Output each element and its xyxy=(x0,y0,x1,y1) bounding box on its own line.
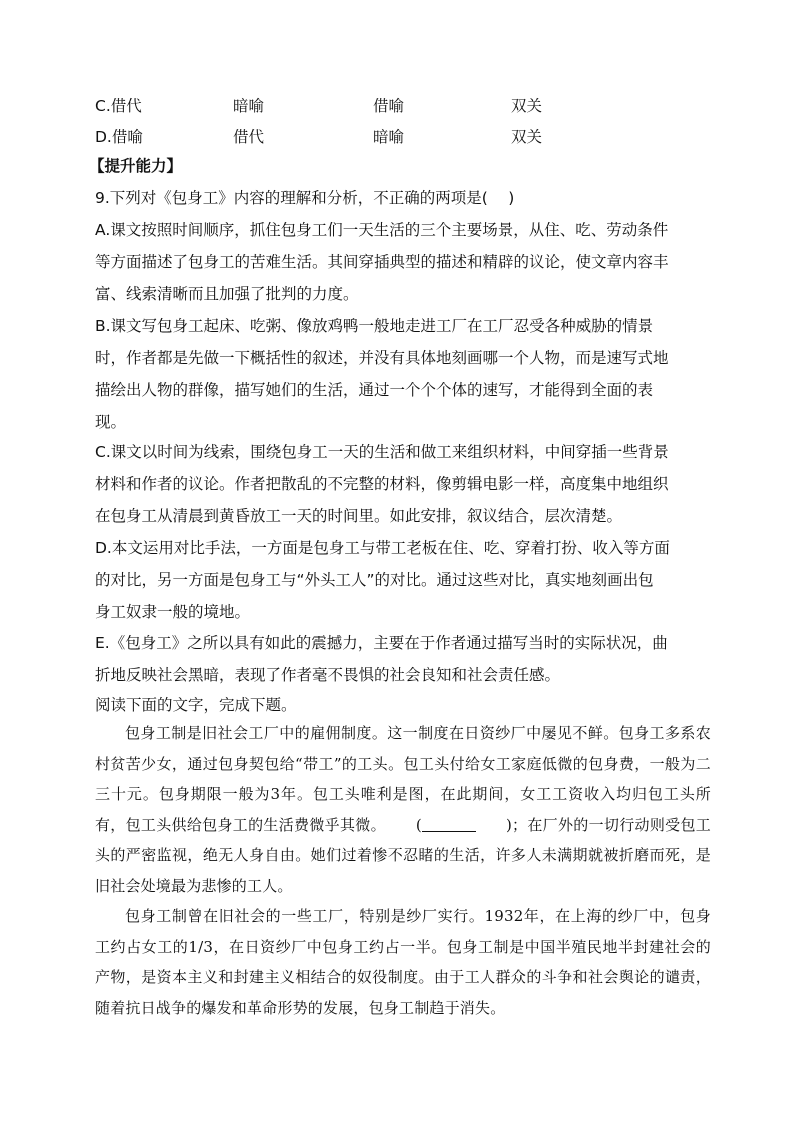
option-e-line-1: E.《包身工》之所以具有如此的震撼力，主要在于作者通过描写当时的实际状况，曲 xyxy=(95,634,668,652)
reading-prompt: 阅读下面的文字，完成下题。 xyxy=(95,696,297,714)
section-heading: 【提升能力】 xyxy=(89,157,183,175)
option-a-line-1: A.课文按照时间顺序，抓住包身工们一天生活的三个主要场景，从住、吃、劳动条件 xyxy=(95,221,669,239)
question-9-stem: 9.下列对《包身工》内容的理解和分析，不正确的两项是( ) xyxy=(95,189,515,207)
option-row-c xyxy=(95,94,715,118)
passage-paragraph-1 xyxy=(95,718,711,901)
option-row-d xyxy=(95,125,715,149)
option-d-line-1: D.本文运用对比手法，一方面是包身工与带工老板在住、吃、穿着打扮、收入等方面 xyxy=(95,539,670,557)
blank-paren-open: ( xyxy=(415,815,422,834)
option-a-line-3: 富、线索清晰而且加强了批判的力度。 xyxy=(95,285,359,303)
option-b-line-3: 描绘出人物的群像，描写她们的生活，通过一个个个体的速写，才能得到全面的表 xyxy=(95,381,654,399)
option-d-cell-2: 借代 xyxy=(233,128,265,146)
option-d-cell-4: 双关 xyxy=(511,128,543,146)
option-c-cell-3: 借喻 xyxy=(373,97,405,115)
option-c-line-2: 材料和作者的议论。作者把散乱的不完整的材料，像剪辑电影一样，高度集中地组织 xyxy=(95,475,669,493)
passage-p1-text-after: ；在厂外的一切行动则受包工头的严密监视，绝无人身自由。她们过着惨不忍睹的生活，许多人未满期就被折磨而死，是旧社会处境最为悲惨的工人。 xyxy=(95,815,711,895)
passage-paragraph-2: 包身工制曾在旧社会的一些工厂，特别是纱厂实行。1932年，在上海的纱厂中，包身工约占女工的1/3，在日资纱厂中包身工约占一半。包身工制是中国半殖民地半封建社会的产物，是资本主义和封建主义相结合的奴役制度。由于工人群众的斗争和社会舆论的谴责，随着抗日战争的爆发和革命形势的发展，包身工制趋于消失。 xyxy=(95,907,711,1017)
answer-blank[interactable] xyxy=(422,813,476,832)
option-c-line-3: 在包身工从清晨到黄昏放工一天的时间里。如此安排，叙议结合，层次清楚。 xyxy=(95,507,623,525)
option-d-cell-1: D.借喻 xyxy=(95,128,143,146)
blank-paren-close: ) xyxy=(505,815,513,834)
option-c-cell-4: 双关 xyxy=(511,97,543,115)
option-a-line-2: 等方面描述了包身工的苦难生活。其间穿插典型的描述和精辟的议论，使文章内容丰 xyxy=(95,253,669,271)
passage-p1-text-before: 包身工制是旧社会工厂中的雇佣制度。这一制度在日资纱厂中屡见不鲜。包身工多系农村贫苦少女，通过包身契包给“带工”的工头。包工头付给女工家庭低微的包身费，一般为二三十元。包身期限一般为3年。包工头唯利是图，在此期间，女工工资收入均归包工头所有，包工头供给包身工的生活费微乎其微。 xyxy=(95,724,711,834)
option-b-line-4: 现。 xyxy=(95,413,127,431)
option-d-line-3: 身工奴隶一般的境地。 xyxy=(95,603,251,621)
option-e-line-2: 折地反映社会黑暗，表现了作者毫不畏惧的社会良知和社会责任感。 xyxy=(95,666,561,684)
option-b-line-1: B.课文写包身工起床、吃粥、像放鸡鸭一般地走进工厂在工厂忍受各种威胁的情景 xyxy=(95,317,654,335)
option-d-cell-3: 暗喻 xyxy=(373,128,405,146)
option-c-cell-1: C.借代 xyxy=(95,97,142,115)
option-c-line-1: C.课文以时间为线索，围绕包身工一天的生活和做工来组织材料，中间穿插一些背景 xyxy=(95,443,669,461)
option-c-cell-2: 暗喻 xyxy=(233,97,265,115)
option-d-line-2: 的对比，另一方面是包身工与“外头工人”的对比。通过这些对比，真实地刻画出包 xyxy=(95,571,654,589)
option-b-line-2: 时，作者都是先做一下概括性的叙述，并没有具体地刻画哪一个人物，而是速写式地 xyxy=(95,349,669,367)
